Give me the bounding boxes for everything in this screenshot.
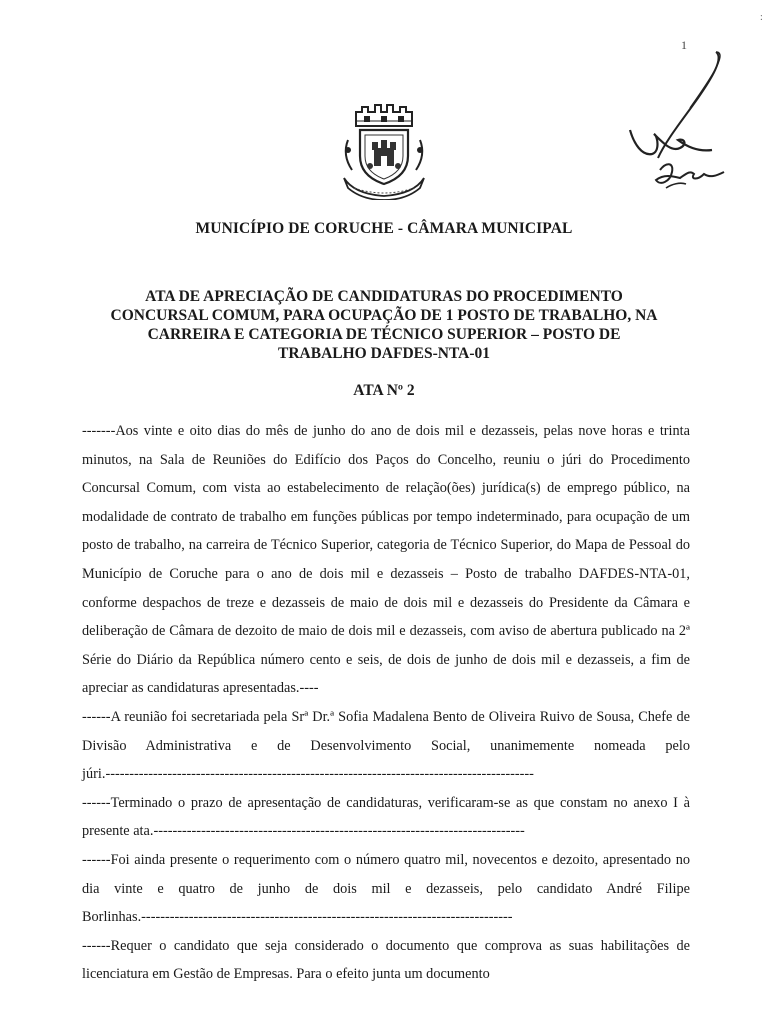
page-number: 1 <box>681 38 687 52</box>
leading-dashes: ------ <box>82 708 111 725</box>
paragraph <box>82 703 690 789</box>
trailing-dashes: ------------------------------------------------------------------------------------------ <box>105 766 534 783</box>
organization-title: MUNICÍPIO DE CORUCHE - CÂMARA MUNICIPAL <box>195 220 573 237</box>
ata-number: ATA Nº 2 <box>353 382 415 399</box>
document-body <box>82 417 690 989</box>
paragraph-text: A reunião foi secretariada pela Srª Dr.ª Sofia Madalena Bento de Oliveira Ruivo de Sousa, Chefe de Divisão Administrativa e de Desenvolvimento Social, unanimemente nomeada pelo júri. <box>82 708 690 783</box>
margin-mark: : <box>760 12 763 23</box>
paragraph-text: Terminado o prazo de apresentação de candidaturas, verificaram-se as que constam no anexo I à presente ata. <box>82 794 690 840</box>
paragraph <box>82 932 690 989</box>
document-title: ATA DE APRECIAÇÃO DE CANDIDATURAS DO PROCEDIMENTO CONCURSAL COMUM, PARA OCUPAÇÃO DE 1 POSTO DE TRABALHO, NA CARREIRA E CATEGORIA DE TÉCNICO SUPERIOR – POSTO DE TRABALHO DAFDES-NTA-01 <box>110 288 658 362</box>
leading-dashes: ------ <box>82 794 111 811</box>
leading-dashes: ------- <box>82 423 116 439</box>
paragraph <box>82 846 690 932</box>
handwritten-signature-icon <box>620 48 745 213</box>
paragraph <box>82 789 690 846</box>
municipal-coat-of-arms-icon <box>334 100 434 200</box>
paragraph-text: Aos vinte e oito dias do mês de junho do ano de dois mil e dezasseis, pelas nove horas e trinta minutos, na Sala de Reuniões do Edifício dos Paços do Concelho, reuniu o júri do Procedimento Concursal Comum, com vista ao estabelecimento de relação(ões) jurídica(s) de emprego público, na modalidade de contrato de trabalho em funções públicas por tempo indeterminado, para ocupação de um posto de trabalho, na carreira de Técnico Superior, categoria de Técnico Superior, do Mapa de Pessoal do Município de Coruche para o ano de dois mil e dezasseis – Posto de trabalho DAFDES-NTA-01, conforme despachos de treze e dezasseis de maio de dois mil e dezasseis do Presidente da Câmara e deliberação de Câmara de dezoito de maio de dois mil e dezasseis, com aviso de abertura publicado na 2ª Série do Diário da República número cento e seis, de dois de junho de dois mil e dezasseis, a fim de apreciar as candidaturas apresentadas. <box>82 423 690 697</box>
trailing-dashes: ---- <box>299 680 319 697</box>
paragraph <box>82 417 690 703</box>
leading-dashes: ------ <box>82 937 111 954</box>
paragraph-text: Foi ainda presente o requerimento com o número quatro mil, novecentos e dezoito, apresentado no dia vinte e quatro de junho de dois mil e dezasseis, pelo candidato André Filipe Borlinhas. <box>82 851 690 926</box>
paragraph-text: Requer o candidato que seja considerado o documento que comprova as suas habilitações de licenciatura em Gestão de Empresas. Para o efeito junta um documento <box>82 937 690 983</box>
trailing-dashes: ------------------------------------------------------------------------------ <box>141 909 513 926</box>
leading-dashes: ------ <box>82 851 111 868</box>
trailing-dashes: ------------------------------------------------------------------------------ <box>153 823 525 840</box>
